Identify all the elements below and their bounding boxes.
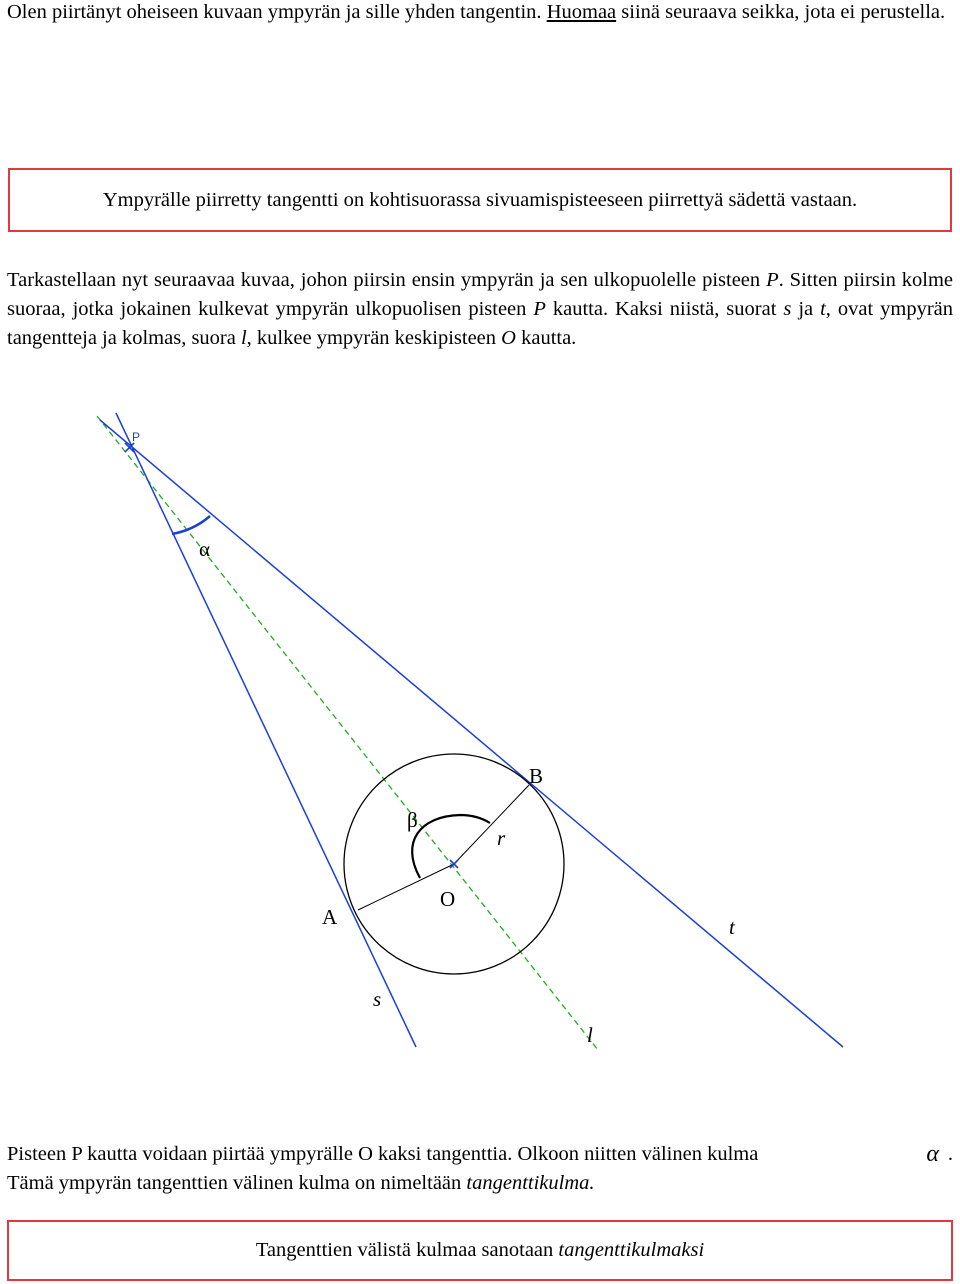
beta-arc	[412, 815, 490, 878]
point-p-italic: P	[533, 298, 546, 320]
label-alpha: α	[199, 537, 211, 561]
label-o: O	[440, 887, 456, 911]
p2-text: Tarkastellaan nyt seuraavaa kuvaa, johon piirsin ensin ympyrän ja sen ulkopuolelle pisteen	[7, 269, 767, 291]
p2-text: . Sitten piirsin kolme suoraa, jotka jokainen kulkevat ympyrän ulkopuolisen pisteen	[7, 269, 954, 320]
line-t-italic: t	[820, 298, 826, 320]
label-t: t	[729, 915, 735, 939]
p2-text: kautta.	[515, 327, 577, 349]
label-r: r	[497, 826, 506, 850]
summary-term: tangenttikulmaksi	[558, 1239, 705, 1261]
radius-ob	[454, 785, 529, 864]
center-o-italic: O	[501, 327, 516, 349]
fact-box-text: Ympyrälle piirretty tangentti on kohtisuorassa sivuamispisteeseen piirrettyä sädettä vastaan.	[102, 188, 858, 211]
p2-text: , ovat ympyrän tangentteja ja kolmas, suora	[7, 298, 953, 349]
label-l: l	[587, 1023, 593, 1047]
definition-line-1	[7, 1140, 953, 1169]
huomaa-link[interactable]: Huomaa	[546, 1, 617, 23]
summary-box	[7, 1220, 953, 1281]
label-s: s	[373, 987, 382, 1011]
p3-text: Pisteen P kautta voidaan piirtää ympyrälle O kaksi tangenttia. Olkoon niitten välinen kulma	[7, 1143, 759, 1165]
p3-period: .	[947, 1143, 953, 1165]
alpha-symbol: α	[926, 1141, 939, 1167]
point-p-italic: P	[766, 269, 779, 291]
summary-text: Tangenttien välistä kulmaa sanotaan	[255, 1239, 559, 1261]
term-tangenttikulma: tangenttikulma.	[466, 1172, 595, 1194]
definition-line-2	[7, 1169, 953, 1198]
p2-text: kautta. Kaksi niistä, suorat	[545, 298, 784, 320]
p2-text: ja	[791, 298, 821, 320]
line-l-italic: l	[240, 327, 247, 349]
line-s-italic: s	[783, 298, 792, 320]
label-b: B	[529, 764, 544, 788]
p3-text: Tämä ympyrän tangenttien välinen kulma on nimeltään	[7, 1172, 467, 1194]
intro-text: Olen piirtänyt oheiseen kuvaan ympyrän ja sille yhden tangentin.	[7, 1, 547, 23]
intro-text-end: siinä seuraava seikka, jota ei perustella.	[616, 1, 946, 23]
p2-text: , kulkee ympyrän keskipisteen	[246, 327, 502, 349]
label-a: A	[322, 905, 338, 929]
tangent-line-s	[116, 413, 416, 1047]
line-l	[97, 416, 598, 1050]
label-p: P	[132, 430, 141, 444]
definition-paragraph	[7, 1140, 953, 1198]
label-beta: β	[407, 808, 418, 832]
tangent-line-t	[100, 420, 843, 1047]
